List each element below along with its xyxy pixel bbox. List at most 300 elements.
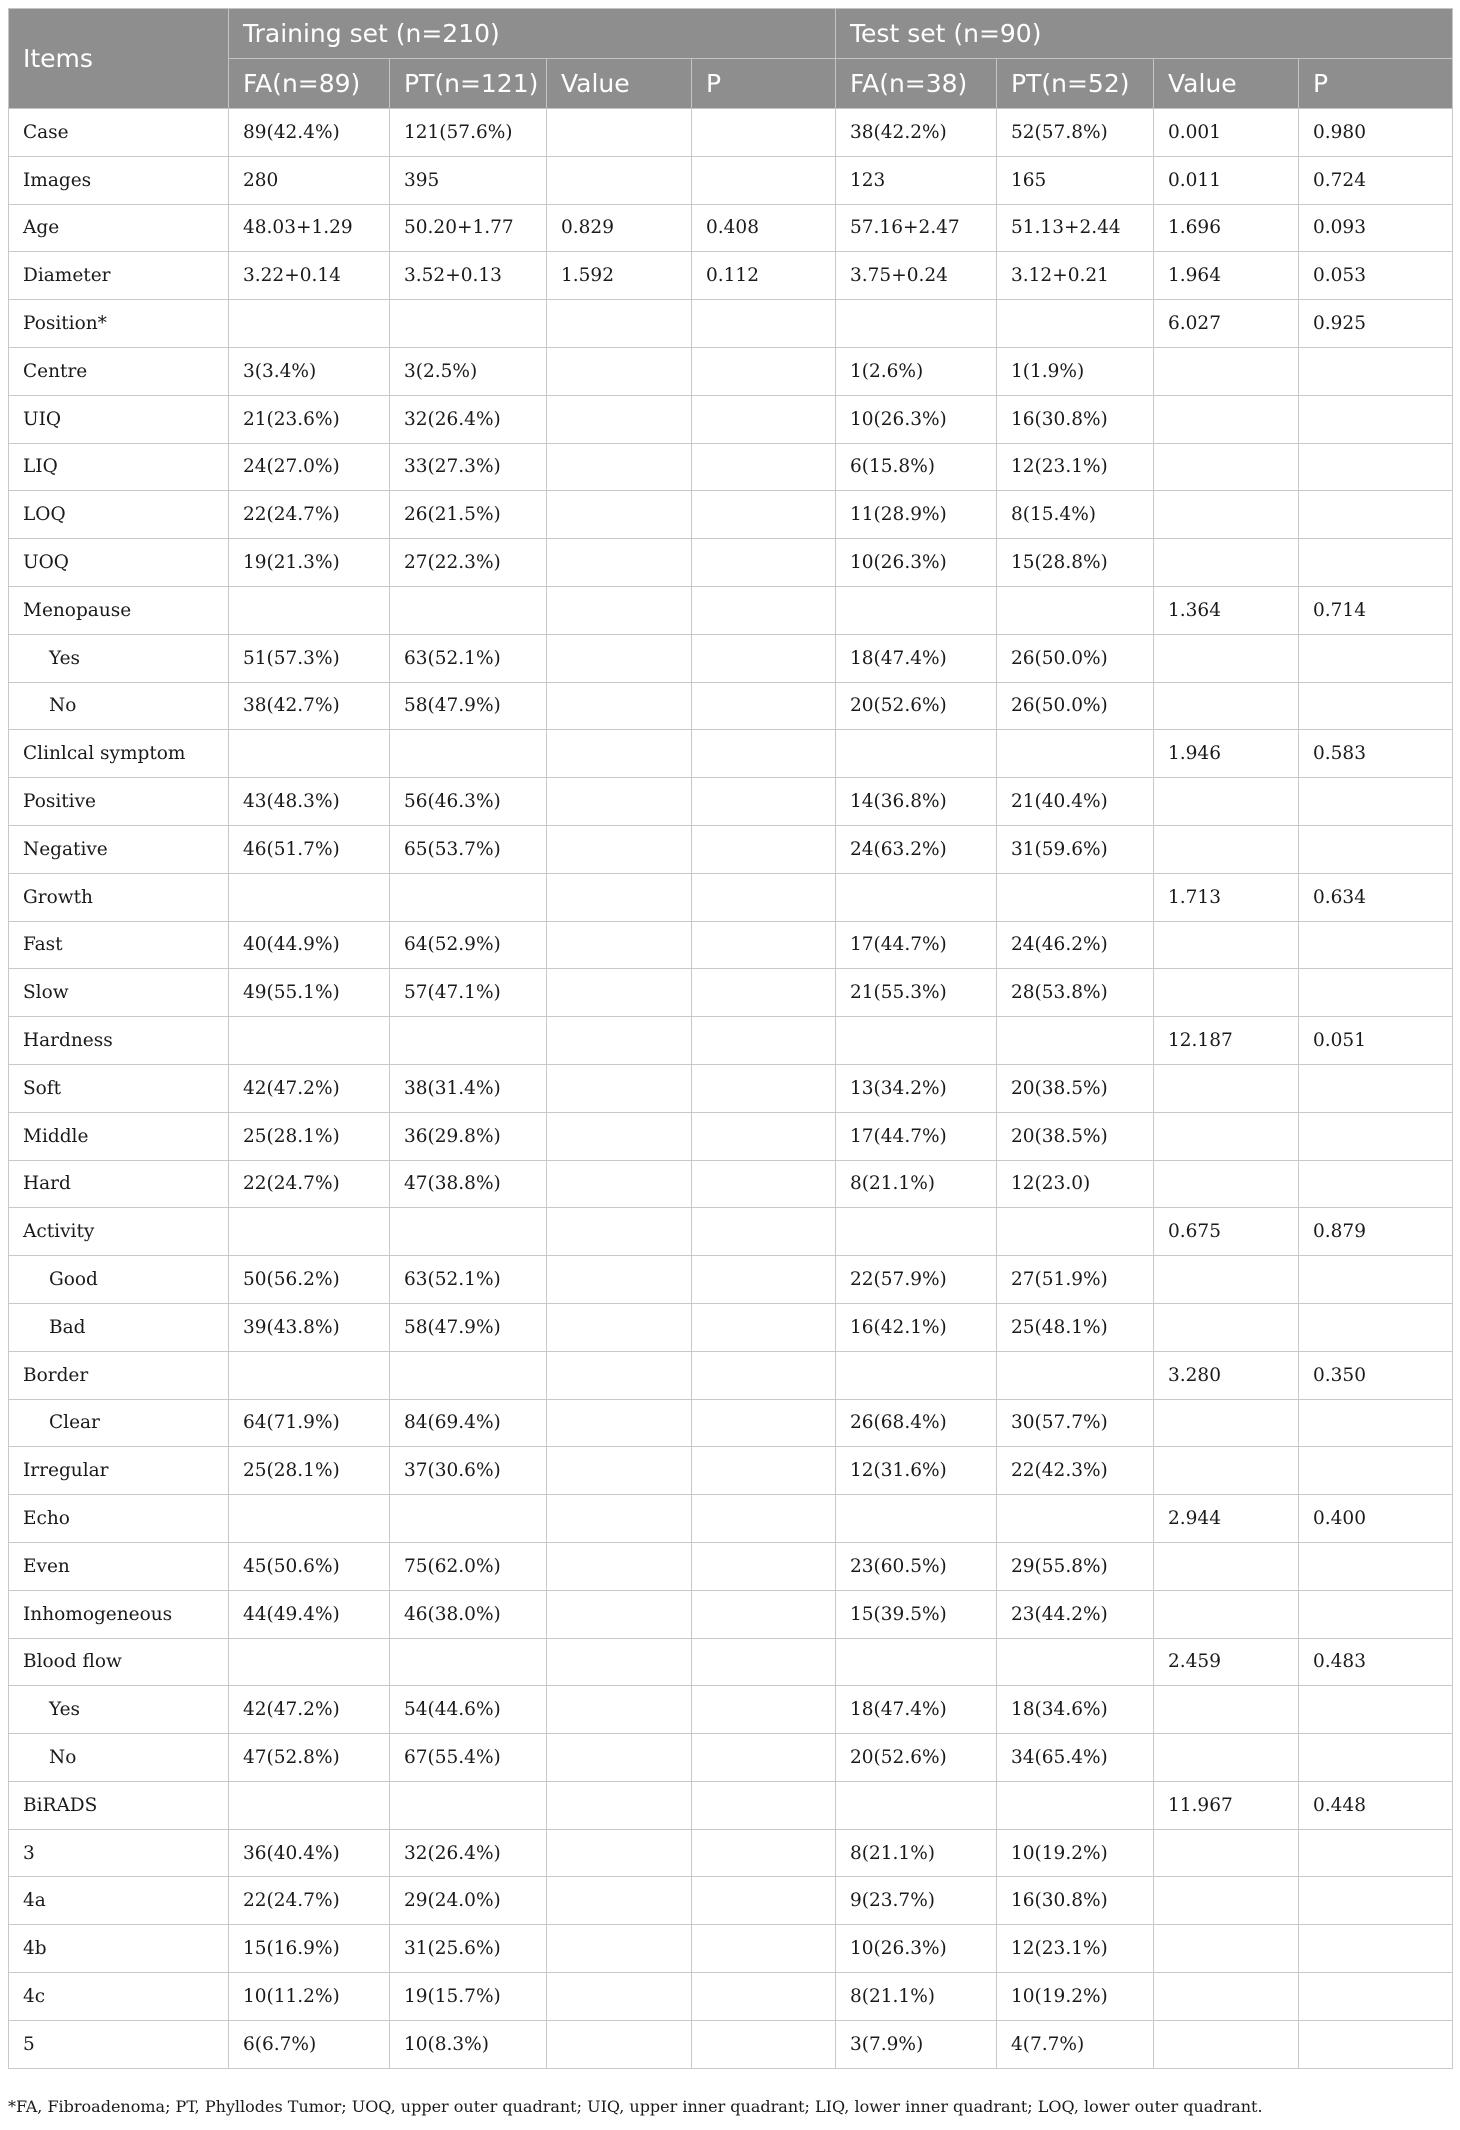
cell-test-fa	[836, 1208, 997, 1256]
cell-test-pt: 4(7.7%)	[997, 2020, 1154, 2068]
cell-test-pt: 8(15.4%)	[997, 491, 1154, 539]
cell-training-p	[692, 1925, 836, 1973]
cell-item: BiRADS	[9, 1781, 229, 1829]
cell-training-value	[547, 395, 692, 443]
table-row	[9, 586, 1453, 634]
cell-test-value: 1.364	[1154, 586, 1299, 634]
table-row	[9, 1064, 1453, 1112]
cell-test-fa: 22(57.9%)	[836, 1256, 997, 1304]
data-table	[8, 8, 1453, 2069]
cell-training-value	[547, 778, 692, 826]
cell-test-fa	[836, 1638, 997, 1686]
cell-test-fa	[836, 873, 997, 921]
cell-test-value	[1154, 491, 1299, 539]
cell-training-pt: 67(55.4%)	[390, 1734, 547, 1782]
cell-training-fa: 21(23.6%)	[229, 395, 390, 443]
table-row	[9, 969, 1453, 1017]
cell-test-p	[1299, 395, 1453, 443]
cell-training-p	[692, 730, 836, 778]
cell-training-fa: 40(44.9%)	[229, 921, 390, 969]
cell-item: Diameter	[9, 252, 229, 300]
cell-training-pt: 32(26.4%)	[390, 1829, 547, 1877]
cell-test-value	[1154, 682, 1299, 730]
cell-test-pt: 12(23.1%)	[997, 1925, 1154, 1973]
cell-test-value: 0.675	[1154, 1208, 1299, 1256]
cell-test-fa: 10(26.3%)	[836, 1925, 997, 1973]
cell-training-value	[547, 1638, 692, 1686]
cell-training-p	[692, 491, 836, 539]
cell-training-p	[692, 1303, 836, 1351]
cell-test-p	[1299, 1447, 1453, 1495]
cell-test-p	[1299, 1925, 1453, 1973]
cell-test-p	[1299, 491, 1453, 539]
table-row	[9, 1495, 1453, 1543]
cell-test-value	[1154, 1542, 1299, 1590]
table-row	[9, 1973, 1453, 2021]
cell-training-fa	[229, 1208, 390, 1256]
cell-training-p	[692, 921, 836, 969]
cell-item: No	[9, 682, 229, 730]
cell-test-fa	[836, 730, 997, 778]
header-training-fa: FA(n=89)	[229, 59, 390, 109]
header-test-set: Test set (n=90)	[836, 9, 1453, 59]
cell-training-value	[547, 1877, 692, 1925]
cell-test-fa: 16(42.1%)	[836, 1303, 997, 1351]
cell-item: Age	[9, 204, 229, 252]
cell-test-p	[1299, 1973, 1453, 2021]
cell-training-fa: 10(11.2%)	[229, 1973, 390, 2021]
cell-test-pt: 34(65.4%)	[997, 1734, 1154, 1782]
cell-training-fa	[229, 1638, 390, 1686]
cell-training-p	[692, 1973, 836, 2021]
cell-test-value: 0.011	[1154, 156, 1299, 204]
cell-test-fa: 23(60.5%)	[836, 1542, 997, 1590]
cell-training-value	[547, 2020, 692, 2068]
cell-item: Activity	[9, 1208, 229, 1256]
cell-item: No	[9, 1734, 229, 1782]
cell-test-fa: 20(52.6%)	[836, 682, 997, 730]
table-row	[9, 730, 1453, 778]
cell-test-fa: 57.16+2.47	[836, 204, 997, 252]
cell-test-pt	[997, 873, 1154, 921]
cell-training-pt: 121(57.6%)	[390, 109, 547, 157]
table-row	[9, 395, 1453, 443]
header-test-p: P	[1299, 59, 1453, 109]
cell-test-fa: 15(39.5%)	[836, 1590, 997, 1638]
cell-training-fa: 39(43.8%)	[229, 1303, 390, 1351]
cell-training-pt: 57(47.1%)	[390, 969, 547, 1017]
table-row	[9, 1781, 1453, 1829]
cell-test-value	[1154, 1399, 1299, 1447]
cell-training-value	[547, 1495, 692, 1543]
cell-training-fa: 3.22+0.14	[229, 252, 390, 300]
cell-training-fa: 45(50.6%)	[229, 1542, 390, 1590]
cell-test-fa: 10(26.3%)	[836, 395, 997, 443]
table-row	[9, 1542, 1453, 1590]
cell-item: 4a	[9, 1877, 229, 1925]
cell-training-fa: 3(3.4%)	[229, 347, 390, 395]
cell-test-pt: 10(19.2%)	[997, 1829, 1154, 1877]
cell-test-value	[1154, 443, 1299, 491]
cell-training-p	[692, 1590, 836, 1638]
cell-test-value: 0.001	[1154, 109, 1299, 157]
cell-training-pt: 54(44.6%)	[390, 1686, 547, 1734]
cell-test-value: 1.964	[1154, 252, 1299, 300]
cell-test-fa: 1(2.6%)	[836, 347, 997, 395]
cell-training-value	[547, 1829, 692, 1877]
cell-training-pt	[390, 1638, 547, 1686]
cell-test-value: 1.946	[1154, 730, 1299, 778]
cell-test-p	[1299, 921, 1453, 969]
cell-test-fa	[836, 1781, 997, 1829]
cell-training-fa: 25(28.1%)	[229, 1112, 390, 1160]
cell-training-fa: 49(55.1%)	[229, 969, 390, 1017]
cell-item: Case	[9, 109, 229, 157]
cell-training-pt: 29(24.0%)	[390, 1877, 547, 1925]
cell-training-fa: 24(27.0%)	[229, 443, 390, 491]
table-row	[9, 873, 1453, 921]
cell-test-value: 1.696	[1154, 204, 1299, 252]
cell-test-p	[1299, 1686, 1453, 1734]
cell-test-fa: 24(63.2%)	[836, 825, 997, 873]
cell-training-pt: 58(47.9%)	[390, 1303, 547, 1351]
cell-training-pt: 36(29.8%)	[390, 1112, 547, 1160]
cell-test-fa: 8(21.1%)	[836, 1829, 997, 1877]
table-row	[9, 443, 1453, 491]
cell-test-pt: 12(23.0)	[997, 1160, 1154, 1208]
cell-training-p	[692, 778, 836, 826]
cell-test-pt: 26(50.0%)	[997, 682, 1154, 730]
cell-training-p	[692, 1256, 836, 1304]
cell-test-pt: 20(38.5%)	[997, 1112, 1154, 1160]
header-row-groups	[9, 9, 1453, 59]
cell-training-p	[692, 109, 836, 157]
cell-test-pt: 26(50.0%)	[997, 634, 1154, 682]
cell-training-fa: 22(24.7%)	[229, 1160, 390, 1208]
cell-training-p	[692, 969, 836, 1017]
cell-training-value	[547, 1351, 692, 1399]
cell-training-pt: 58(47.9%)	[390, 682, 547, 730]
cell-test-fa: 3.75+0.24	[836, 252, 997, 300]
cell-training-p	[692, 1208, 836, 1256]
cell-training-value	[547, 825, 692, 873]
table-header	[9, 9, 1453, 109]
cell-training-value	[547, 1686, 692, 1734]
cell-test-p: 0.583	[1299, 730, 1453, 778]
cell-test-fa: 17(44.7%)	[836, 1112, 997, 1160]
cell-test-pt: 1(1.9%)	[997, 347, 1154, 395]
cell-training-p	[692, 634, 836, 682]
cell-test-fa	[836, 1495, 997, 1543]
cell-item: Menopause	[9, 586, 229, 634]
cell-item: LOQ	[9, 491, 229, 539]
cell-training-fa: 36(40.4%)	[229, 1829, 390, 1877]
table-row	[9, 252, 1453, 300]
cell-test-fa	[836, 1351, 997, 1399]
header-items: Items	[9, 9, 229, 109]
cell-item: 3	[9, 1829, 229, 1877]
table-row	[9, 682, 1453, 730]
cell-item: Border	[9, 1351, 229, 1399]
cell-training-value	[547, 1925, 692, 1973]
cell-training-p	[692, 539, 836, 587]
cell-training-value	[547, 682, 692, 730]
cell-test-p: 0.724	[1299, 156, 1453, 204]
cell-training-pt: 47(38.8%)	[390, 1160, 547, 1208]
cell-test-p	[1299, 1064, 1453, 1112]
table-row	[9, 778, 1453, 826]
cell-test-pt: 165	[997, 156, 1154, 204]
cell-training-p	[692, 1734, 836, 1782]
table-row	[9, 1829, 1453, 1877]
cell-test-p	[1299, 443, 1453, 491]
cell-test-value: 2.459	[1154, 1638, 1299, 1686]
cell-test-p: 0.483	[1299, 1638, 1453, 1686]
cell-test-p	[1299, 1112, 1453, 1160]
cell-item: Negative	[9, 825, 229, 873]
cell-test-fa: 12(31.6%)	[836, 1447, 997, 1495]
cell-training-p	[692, 1160, 836, 1208]
table-row	[9, 634, 1453, 682]
table-row	[9, 204, 1453, 252]
cell-test-pt: 3.12+0.21	[997, 252, 1154, 300]
cell-test-p	[1299, 634, 1453, 682]
cell-test-pt	[997, 730, 1154, 778]
cell-training-p	[692, 347, 836, 395]
cell-test-fa: 6(15.8%)	[836, 443, 997, 491]
cell-training-fa: 42(47.2%)	[229, 1064, 390, 1112]
cell-test-value: 3.280	[1154, 1351, 1299, 1399]
cell-test-pt: 30(57.7%)	[997, 1399, 1154, 1447]
cell-training-pt: 26(21.5%)	[390, 491, 547, 539]
cell-training-p	[692, 1686, 836, 1734]
cell-training-fa	[229, 300, 390, 348]
cell-test-pt	[997, 1017, 1154, 1065]
cell-test-fa: 3(7.9%)	[836, 2020, 997, 2068]
cell-training-fa: 25(28.1%)	[229, 1447, 390, 1495]
cell-training-value	[547, 443, 692, 491]
cell-item: Hard	[9, 1160, 229, 1208]
cell-item: Even	[9, 1542, 229, 1590]
cell-test-pt	[997, 1495, 1154, 1543]
cell-test-pt: 15(28.8%)	[997, 539, 1154, 587]
cell-training-fa	[229, 1351, 390, 1399]
cell-test-p	[1299, 1256, 1453, 1304]
cell-test-p: 0.980	[1299, 109, 1453, 157]
cell-test-fa: 8(21.1%)	[836, 1160, 997, 1208]
table-row	[9, 1447, 1453, 1495]
cell-training-value	[547, 1399, 692, 1447]
cell-training-fa: 46(51.7%)	[229, 825, 390, 873]
cell-training-value	[547, 491, 692, 539]
cell-training-p	[692, 1112, 836, 1160]
table-row	[9, 1734, 1453, 1782]
cell-training-fa	[229, 873, 390, 921]
cell-test-value	[1154, 347, 1299, 395]
cell-test-pt	[997, 586, 1154, 634]
cell-test-p	[1299, 1877, 1453, 1925]
cell-test-value	[1154, 825, 1299, 873]
cell-training-value	[547, 1303, 692, 1351]
cell-training-value	[547, 634, 692, 682]
cell-training-fa: 6(6.7%)	[229, 2020, 390, 2068]
cell-test-value	[1154, 1160, 1299, 1208]
cell-training-pt	[390, 1781, 547, 1829]
cell-item: Clear	[9, 1399, 229, 1447]
cell-test-pt: 24(46.2%)	[997, 921, 1154, 969]
cell-training-p	[692, 586, 836, 634]
header-test-pt: PT(n=52)	[997, 59, 1154, 109]
cell-test-fa: 17(44.7%)	[836, 921, 997, 969]
cell-test-fa: 14(36.8%)	[836, 778, 997, 826]
cell-training-value	[547, 730, 692, 778]
cell-test-value	[1154, 1447, 1299, 1495]
cell-training-value	[547, 1160, 692, 1208]
cell-item: Growth	[9, 873, 229, 921]
cell-training-value: 0.829	[547, 204, 692, 252]
cell-training-p	[692, 1829, 836, 1877]
cell-test-p	[1299, 778, 1453, 826]
cell-training-pt: 33(27.3%)	[390, 443, 547, 491]
cell-training-pt	[390, 1495, 547, 1543]
cell-training-pt: 31(25.6%)	[390, 1925, 547, 1973]
cell-training-pt	[390, 873, 547, 921]
cell-training-pt: 32(26.4%)	[390, 395, 547, 443]
cell-training-fa: 51(57.3%)	[229, 634, 390, 682]
cell-test-fa: 21(55.3%)	[836, 969, 997, 1017]
table-row	[9, 1303, 1453, 1351]
table-row	[9, 921, 1453, 969]
cell-test-fa: 123	[836, 156, 997, 204]
cell-training-fa: 280	[229, 156, 390, 204]
cell-training-value	[547, 586, 692, 634]
cell-test-fa: 18(47.4%)	[836, 634, 997, 682]
cell-test-value	[1154, 634, 1299, 682]
table-row	[9, 825, 1453, 873]
cell-test-value	[1154, 1973, 1299, 2021]
cell-training-pt: 65(53.7%)	[390, 825, 547, 873]
cell-test-p	[1299, 1399, 1453, 1447]
header-training-p: P	[692, 59, 836, 109]
cell-item: Irregular	[9, 1447, 229, 1495]
cell-item: Slow	[9, 969, 229, 1017]
cell-item: UOQ	[9, 539, 229, 587]
cell-training-value	[547, 1781, 692, 1829]
cell-training-value	[547, 1112, 692, 1160]
cell-training-fa: 47(52.8%)	[229, 1734, 390, 1782]
table-row	[9, 491, 1453, 539]
cell-test-pt: 12(23.1%)	[997, 443, 1154, 491]
cell-training-value	[547, 300, 692, 348]
cell-training-p	[692, 443, 836, 491]
cell-test-p: 0.879	[1299, 1208, 1453, 1256]
header-test-value: Value	[1154, 59, 1299, 109]
cell-item: 4b	[9, 1925, 229, 1973]
cell-training-value	[547, 1542, 692, 1590]
cell-test-p: 0.051	[1299, 1017, 1453, 1065]
cell-training-p	[692, 1064, 836, 1112]
cell-training-p	[692, 873, 836, 921]
cell-test-p: 0.350	[1299, 1351, 1453, 1399]
cell-training-pt: 19(15.7%)	[390, 1973, 547, 2021]
cell-item: Fast	[9, 921, 229, 969]
cell-training-fa: 19(21.3%)	[229, 539, 390, 587]
cell-training-p: 0.408	[692, 204, 836, 252]
cell-test-value	[1154, 921, 1299, 969]
cell-training-pt: 64(52.9%)	[390, 921, 547, 969]
cell-test-pt: 52(57.8%)	[997, 109, 1154, 157]
cell-test-value	[1154, 1829, 1299, 1877]
cell-test-pt: 16(30.8%)	[997, 395, 1154, 443]
cell-training-p	[692, 2020, 836, 2068]
cell-test-pt: 28(53.8%)	[997, 969, 1154, 1017]
cell-test-value	[1154, 2020, 1299, 2068]
cell-test-pt: 27(51.9%)	[997, 1256, 1154, 1304]
cell-training-fa	[229, 1495, 390, 1543]
cell-test-p	[1299, 825, 1453, 873]
header-training-pt: PT(n=121)	[390, 59, 547, 109]
cell-test-pt	[997, 300, 1154, 348]
cell-test-pt: 51.13+2.44	[997, 204, 1154, 252]
cell-test-fa: 13(34.2%)	[836, 1064, 997, 1112]
table-row	[9, 1686, 1453, 1734]
cell-item: Soft	[9, 1064, 229, 1112]
cell-test-p	[1299, 1734, 1453, 1782]
cell-test-value	[1154, 1925, 1299, 1973]
cell-test-fa: 11(28.9%)	[836, 491, 997, 539]
cell-training-value	[547, 1017, 692, 1065]
cell-test-p: 0.400	[1299, 1495, 1453, 1543]
cell-item: Position*	[9, 300, 229, 348]
cell-test-p: 0.714	[1299, 586, 1453, 634]
table-container	[8, 8, 1452, 2069]
cell-training-fa	[229, 1017, 390, 1065]
cell-training-value	[547, 1064, 692, 1112]
cell-item: Bad	[9, 1303, 229, 1351]
cell-training-fa: 38(42.7%)	[229, 682, 390, 730]
cell-test-p	[1299, 2020, 1453, 2068]
cell-training-pt	[390, 1017, 547, 1065]
cell-test-p: 0.925	[1299, 300, 1453, 348]
cell-item: Images	[9, 156, 229, 204]
cell-training-pt: 46(38.0%)	[390, 1590, 547, 1638]
cell-item: Middle	[9, 1112, 229, 1160]
table-row	[9, 1877, 1453, 1925]
cell-training-pt: 56(46.3%)	[390, 778, 547, 826]
cell-test-value: 1.713	[1154, 873, 1299, 921]
table-row	[9, 1160, 1453, 1208]
cell-training-fa: 42(47.2%)	[229, 1686, 390, 1734]
cell-training-pt	[390, 1208, 547, 1256]
cell-test-p	[1299, 347, 1453, 395]
cell-test-value	[1154, 1256, 1299, 1304]
cell-test-p	[1299, 539, 1453, 587]
cell-item: UIQ	[9, 395, 229, 443]
cell-training-pt: 84(69.4%)	[390, 1399, 547, 1447]
cell-training-p	[692, 1877, 836, 1925]
cell-training-p	[692, 156, 836, 204]
cell-test-fa: 9(23.7%)	[836, 1877, 997, 1925]
table-row	[9, 1256, 1453, 1304]
cell-training-fa	[229, 1781, 390, 1829]
cell-test-p	[1299, 1829, 1453, 1877]
cell-training-fa: 15(16.9%)	[229, 1925, 390, 1973]
cell-training-p: 0.112	[692, 252, 836, 300]
cell-item: Clinlcal symptom	[9, 730, 229, 778]
cell-test-pt: 16(30.8%)	[997, 1877, 1154, 1925]
cell-test-fa: 38(42.2%)	[836, 109, 997, 157]
cell-training-fa: 44(49.4%)	[229, 1590, 390, 1638]
